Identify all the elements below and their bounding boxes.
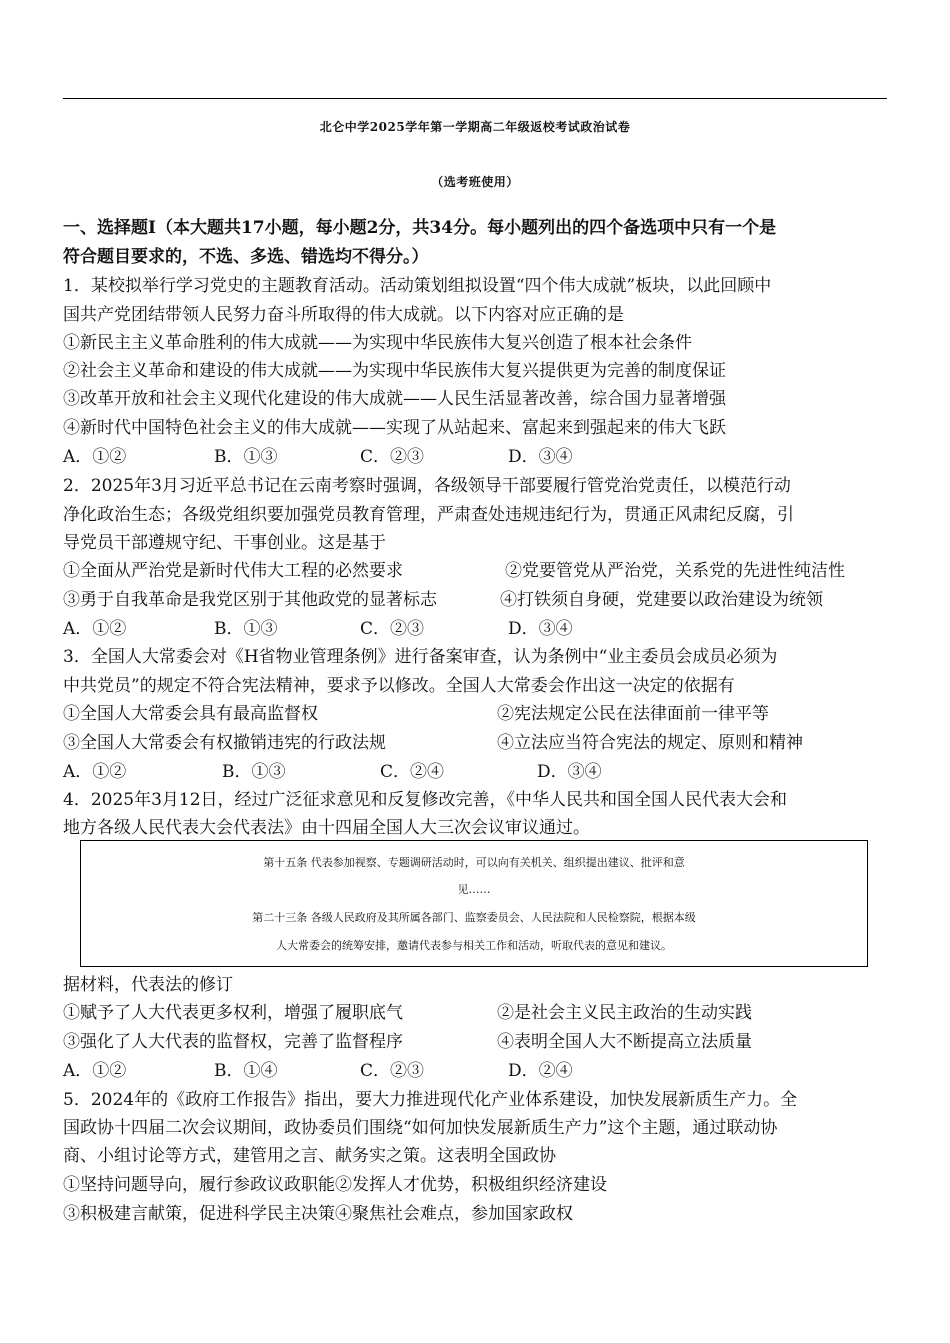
q1-statement-1: ①新民主主义革命胜利的伟大成就——为实现中华民族伟大复兴创造了根本社会条件 (63, 333, 692, 353)
q2-stem-line2: 净化政治生态；各级党组织要加强党员教育管理，严肃查处违规违纪行为，贯通正风肃纪反腐，引 (63, 505, 794, 525)
q4-option-a: A．①② (63, 1061, 127, 1081)
q5-stem-line1: 5．2024年的《政府工作报告》指出，要大力推进现代化产业体系建设，加快发展新质生产力。全 (63, 1090, 798, 1110)
section-heading-line2: 符合题目要求的，不选、多选、错选均不得分。） (63, 247, 429, 267)
q2-option-d: D．③④ (508, 619, 573, 639)
q3-option-b: B．①③ (222, 762, 286, 782)
q2-option-a: A．①② (63, 619, 127, 639)
q1-option-d: D．③④ (508, 447, 573, 467)
q5-statements-1-2: ①坚持问题导向，履行参政议政职能②发挥人才优势，积极组织经济建设 (63, 1175, 607, 1195)
q4-option-d: D．②④ (508, 1061, 573, 1081)
section-heading-line1: 一、选择题Ⅰ（本大题共17小题，每小题2分，共34分。每小题列出的四个备选项中只有一个是 (63, 218, 777, 238)
q2-statement-4: ④打铁须自身硬，党建要以政治建设为统领 (500, 590, 823, 610)
q3-stem-line2: 中共党员”的规定不符合宪法精神，要求予以修改。全国人大常委会作出这一决定的依据有 (63, 676, 735, 696)
q1-stem-line2: 国共产党团结带领人民努力奋斗所取得的伟大成就。以下内容对应正确的是 (63, 305, 624, 325)
q4-lead: 据材料，代表法的修订 (63, 975, 233, 995)
exam-title: 北仑中学2025学年第一学期高二年级返校考试政治试卷 (319, 120, 631, 134)
q2-option-c: C．②③ (360, 619, 425, 639)
q4-option-b: B．①④ (214, 1061, 278, 1081)
q4-material-line1: 第十五条 代表参加视察、专题调研活动时，可以向有关机关、组织提出建议、批评和意 (263, 856, 685, 869)
q2-stem-line3: 导党员干部遵规守纪、干事创业。这是基于 (63, 533, 386, 553)
q4-statement-4: ④表明全国人大不断提高立法质量 (497, 1032, 752, 1052)
q3-statement-4: ④立法应当符合宪法的规定、原则和精神 (497, 733, 803, 753)
q1-statement-2: ②社会主义革命和建设的伟大成就——为实现中华民族伟大复兴提供更为完善的制度保证 (63, 361, 726, 381)
q1-option-a: A．①② (63, 447, 127, 467)
q2-statement-1: ①全面从严治党是新时代伟大工程的必然要求 (63, 561, 403, 581)
q3-statement-1: ①全国人大常委会具有最高监督权 (63, 704, 318, 724)
q4-material-box (80, 840, 868, 967)
q2-statement-2: ②党要管党从严治党，关系党的先进性纯洁性 (505, 561, 845, 581)
q4-option-c: C．②③ (360, 1061, 425, 1081)
q2-statement-3: ③勇于自我革命是我党区别于其他政党的显著标志 (63, 590, 437, 610)
q1-statement-3: ③改革开放和社会主义现代化建设的伟大成就——人民生活显著改善，综合国力显著增强 (63, 389, 726, 409)
q3-option-a: A．①② (63, 762, 127, 782)
q3-option-d: D．③④ (537, 762, 602, 782)
q1-stem-line1: 1．某校拟举行学习党史的主题教育活动。活动策划组拟设置“四个伟大成就”板块，以此回顾中 (63, 276, 772, 296)
q2-stem-line1: 2．2025年3月习近平总书记在云南考察时强调，各级领导干部要履行管党治党责任，以模范行动 (63, 476, 791, 496)
q1-statement-4: ④新时代中国特色社会主义的伟大成就——实现了从站起来、富起来到强起来的伟大飞跃 (63, 418, 726, 438)
q2-option-b: B．①③ (214, 619, 278, 639)
q1-option-c: C．②③ (360, 447, 425, 467)
q5-statements-3-4: ③积极建言献策，促进科学民主决策④聚焦社会难点，参加国家政权 (63, 1204, 573, 1224)
q4-stem-line2: 地方各级人民代表大会代表法》由十四届全国人大三次会议审议通过。 (63, 818, 590, 838)
q3-option-c: C．②④ (380, 762, 445, 782)
q4-stem-line1: 4．2025年3月12日，经过广泛征求意见和反复修改完善，《中华人民共和国全国人民代表大会和 (63, 790, 788, 810)
q3-stem-line1: 3．全国人大常委会对《H省物业管理条例》进行备案审查，认为条例中“业主委员会成员必须为 (63, 647, 778, 667)
q4-material-line2: 见…… (457, 883, 491, 896)
q1-option-b: B．①③ (214, 447, 278, 467)
q4-material-line3: 第二十三条 各级人民政府及其所属各部门、监察委员会、人民法院和人民检察院，根据本级 (252, 911, 696, 924)
q4-statement-3: ③强化了人大代表的监督权，完善了监督程序 (63, 1032, 403, 1052)
exam-subtitle: （选考班使用） (431, 175, 519, 189)
q4-statement-1: ①赋予了人大代表更多权利，增强了履职底气 (63, 1003, 403, 1023)
q4-statement-2: ②是社会主义民主政治的生动实践 (497, 1003, 752, 1023)
q5-stem-line3: 商、小组讨论等方式，建管用之言、献务实之策。这表明全国政协 (63, 1146, 556, 1166)
q3-statement-3: ③全国人大常委会有权撤销违宪的行政法规 (63, 733, 386, 753)
q5-stem-line2: 国政协十四届二次会议期间，政协委员们围绕“如何加快发展新质生产力”这个主题，通过联动协 (63, 1118, 778, 1138)
q4-material-line4: 人大常委会的统筹安排，邀请代表参与相关工作和活动，听取代表的意见和建议。 (276, 939, 672, 952)
top-rule (63, 98, 887, 99)
q3-statement-2: ②宪法规定公民在法律面前一律平等 (497, 704, 769, 724)
